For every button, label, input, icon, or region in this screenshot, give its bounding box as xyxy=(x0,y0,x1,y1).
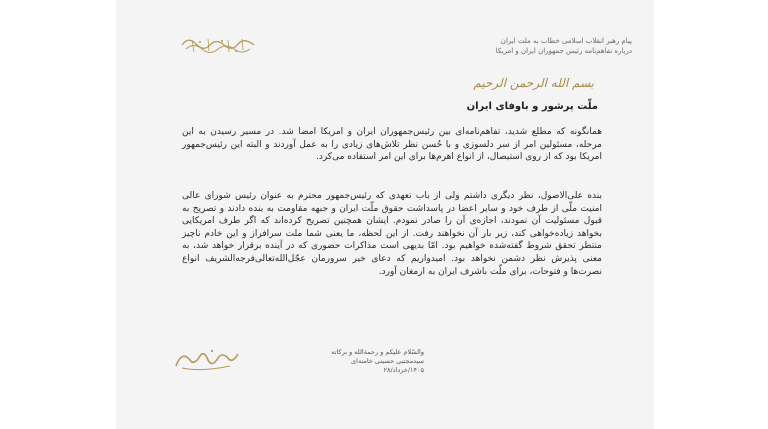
paragraph-2: بنده علی‌الاصول، نظر دیگری داشتم ولی از باب تعهدی که رئیس‌جمهور محترم به عنوان رئیس شورای عالی امنیت ملّی از طرف خود و سایر اعضا در پاسداشت حقوق ملّت ایران و جبهه مقاومت به بنده دادند و تصریح به قبول مسئولیت آن نمودند، اجازه‌ی آن را صادر نمودم. ایشان همچنین تصریح کرده‌اند که اگر طرف امریکایی بخواهد زیاده‌خواهی کند، زیر بار آن نخواهند رفت. از این لحظه، ما یعنی شما ملت سرافراز و این خادم ناچیز منتظر تحقق شروط گفته‌شده خواهیم بود. امّا بدیهی است مذاکرات حضوری که در آینده برقرار خواهد شد، به معنی پذیرش نظر دشمن نخواهد بود. امیدواریم که دعای خیر سرورمان عجّل‌الله‌تعالی‌فرجه‌الشریف انواع نصرت‌ها و فتوحات، برای ملّت باشرف ایران به ارمغان آورد. xyxy=(182,191,602,277)
closing-block xyxy=(224,348,424,375)
paragraph-1: همانگونه که مطلع شدید، تفاهم‌نامه‌ای بین رئیس‌جمهوران ایران و امریکا امضا شد. در مسیر رسیدن به این مرحله، مسئولین امر از سر دلسوزی و با حُسن نظر تلاش‌های زیادی را به عمل آوردند و البته این رئیس‌جمهور امریکا بود که از روی استیصال، از انواع اهرم‌ها برای این امر استفاده می‌کرد. xyxy=(182,127,602,163)
header-title: پیام رهبر انقلاب اسلامی خطاب به ملت ایران xyxy=(500,37,632,45)
closing-greeting: والسّلام علیکم و رحمة‌الله و برکاته xyxy=(331,348,424,356)
basmala xyxy=(474,76,594,98)
letter-date: ۱۴۰۵/خرداد/۲۸ xyxy=(383,366,424,374)
letter-page xyxy=(116,0,654,429)
signature-icon xyxy=(172,346,242,372)
calligraphy-seal-icon xyxy=(178,34,258,56)
letter-header xyxy=(382,36,632,56)
right-margin xyxy=(654,0,768,429)
left-margin xyxy=(0,0,116,429)
header-subtitle: درباره تفاهم‌نامه رئیس جمهوران ایران و امریکا xyxy=(495,47,632,55)
salutation: ملّت پرشور و باوفای ایران xyxy=(466,101,598,112)
basmala-text: بسم الله الرحمن الرحیم xyxy=(473,76,594,90)
signatory-name: سیدمجتبی حسینی خامنه‌ای xyxy=(351,357,424,365)
